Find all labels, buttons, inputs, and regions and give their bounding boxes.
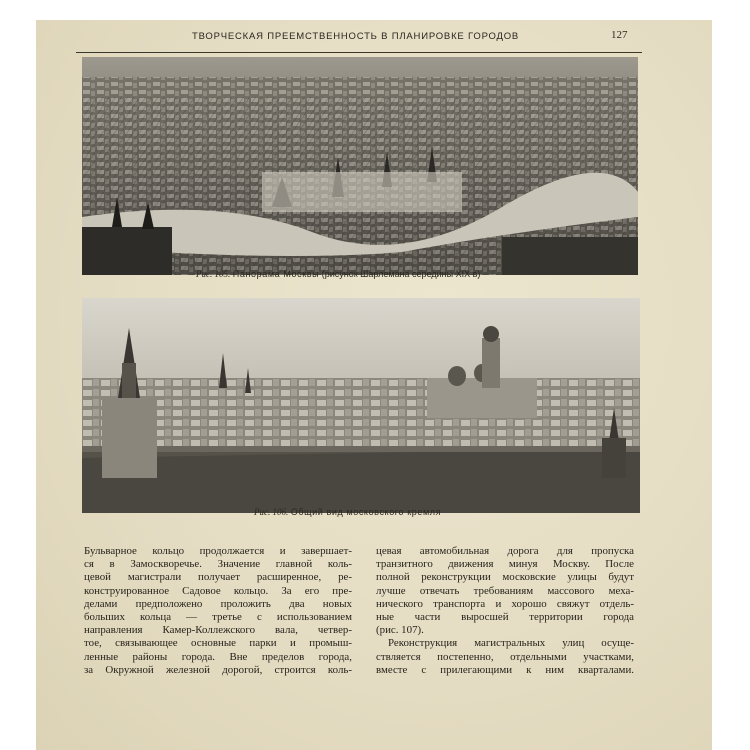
figure-panorama-engraving (82, 57, 638, 275)
text-line: ся в Замоскворечье. Значение главной коль- (84, 558, 352, 571)
text-line: направления Камер-Коллежского вала, четвер- (84, 624, 352, 637)
text-line: конструированное Садовое кольцо. За его пре- (84, 584, 352, 597)
figure-106-caption (254, 507, 441, 517)
text-line: цевая автомобильная дорога для пропуска (376, 545, 634, 557)
header-rule (76, 52, 642, 53)
page-number: 127 (611, 29, 628, 41)
figure-105-note: (рисунок Шарлемана середины XIX в) (321, 269, 481, 279)
body-column-right (376, 545, 634, 677)
text-line: цевой магистрали получает расширенное, ре- (84, 571, 352, 584)
running-head: ТВОРЧЕСКАЯ ПРЕЕМСТВЕННОСТЬ В ПЛАНИРОВКЕ ГОРОДОВ (192, 31, 520, 42)
text-line: Реконструкция магистральных улиц осуще- (388, 637, 634, 650)
text-line: за Окружной железной дорогой, строится коль- (84, 663, 352, 676)
text-line: ствляется постепенно, отдельными участками, (376, 650, 634, 663)
figure-106-title: Общий вид московского кремля (290, 507, 442, 517)
text-line: лучше отвечать требованиям массового меха- (376, 584, 634, 597)
figure-105-title: Панорама Москвы (232, 269, 320, 279)
figure-kremlin-photo (82, 298, 640, 513)
text-line: тое, связывающее основные парки и промыш- (84, 637, 352, 650)
text-line: (рис. 107). (376, 624, 424, 637)
text-line: ленные районы города. Вне пределов города, (84, 650, 352, 663)
body-column-left (84, 545, 352, 677)
text-line: нического транспорта и хорошо свяжут отдель- (376, 597, 634, 610)
text-line: полной реконструкции московские улицы будут (376, 571, 634, 584)
figure-106-label: Рис. 106. (254, 507, 289, 517)
text-line: Бульварное кольцо продолжается и завершает- (84, 545, 352, 557)
text-line: ные части выросшей территории города (376, 611, 634, 624)
text-line: вместе с прилегающими к ним кварталами. (376, 663, 634, 676)
text-line: делами предположено проложить два новых (84, 597, 352, 610)
figure-105-label: Рис. 105. (196, 269, 231, 279)
figure-105-caption (196, 269, 480, 279)
text-line: больших кольца — третье с использованием (84, 611, 352, 624)
text-line: транзитного движения минуя Москву. После (376, 558, 634, 571)
